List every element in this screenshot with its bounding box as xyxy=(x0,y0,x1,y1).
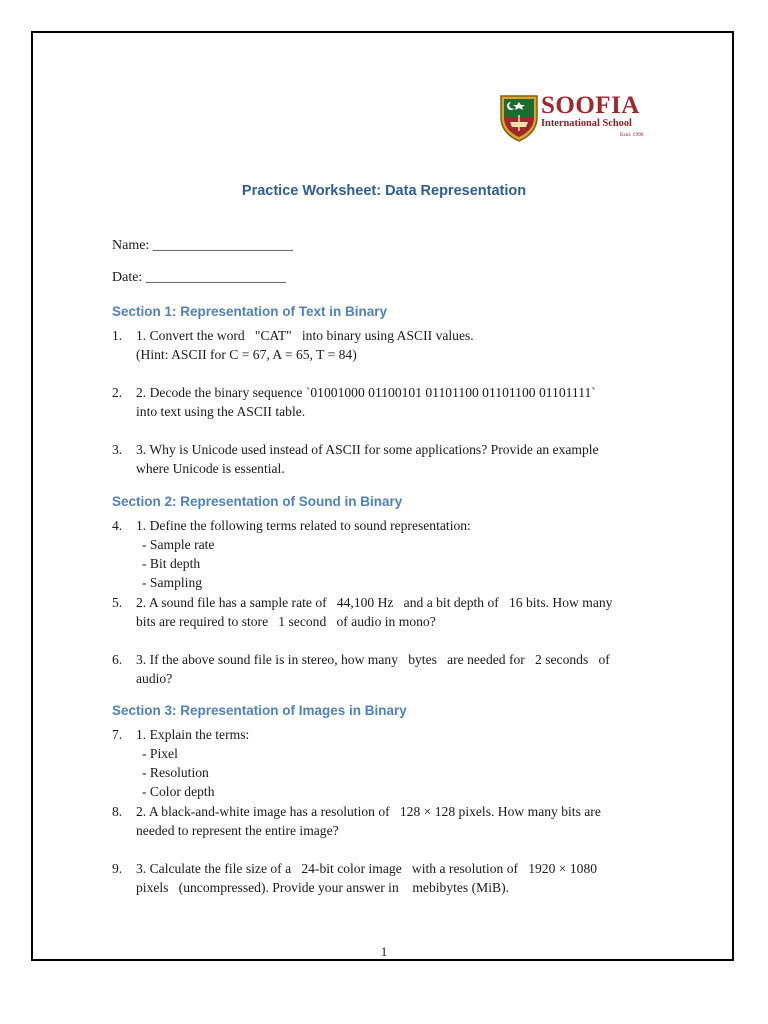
question-text: 3. If the above sound file is in stereo, how many bytes are needed for 2 seconds of xyxy=(136,652,610,667)
school-logo xyxy=(499,93,659,145)
question-number: 6. xyxy=(112,652,123,667)
question xyxy=(112,802,672,840)
question-number: 1. xyxy=(112,328,123,343)
shield-icon xyxy=(499,93,539,143)
question-text: 2. A black-and-white image has a resolution of 128 × 128 pixels. How many bits are xyxy=(136,804,601,819)
question xyxy=(112,650,672,688)
question-number: 4. xyxy=(112,518,123,533)
question-text: 3. Calculate the file size of a 24-bit color image with a resolution of 1920 × 1080 xyxy=(136,861,598,876)
question-text: 2. A sound file has a sample rate of 44,100 Hz and a bit depth of 16 bits. How many xyxy=(136,595,613,610)
question xyxy=(112,859,672,897)
question-text: (Hint: ASCII for C = 67, A = 65, T = 84) xyxy=(136,347,357,362)
school-subtitle: International School xyxy=(541,118,632,129)
school-established: Estd. 1990 xyxy=(620,132,644,138)
school-name: SOOFIA xyxy=(541,92,640,119)
question-text: bits are required to store 1 second of audio in mono? xyxy=(136,614,436,629)
question-text: pixels (uncompressed). Provide your answer in mebibytes (MiB). xyxy=(136,880,510,895)
question-text: 1. Define the following terms related to sound representation: xyxy=(136,518,471,533)
question xyxy=(112,593,672,631)
section-heading: Section 1: Representation of Text in Binary xyxy=(112,304,388,319)
question xyxy=(112,440,672,478)
question-number: 9. xyxy=(112,861,123,876)
question-text: needed to represent the entire image? xyxy=(136,823,339,838)
question-subitem: - Color depth xyxy=(142,784,215,799)
question-text: 1. Explain the terms: xyxy=(136,727,250,742)
question-number: 7. xyxy=(112,727,123,742)
question-text: 3. Why is Unicode used instead of ASCII for some applications? Provide an example xyxy=(136,442,599,457)
question xyxy=(112,326,672,364)
question-number: 2. xyxy=(112,385,123,400)
question xyxy=(112,725,672,801)
question xyxy=(112,383,672,421)
question xyxy=(112,516,672,592)
question-text: where Unicode is essential. xyxy=(136,461,285,476)
question-number: 3. xyxy=(112,442,123,457)
question-text: 1. Convert the word "CAT" into binary using ASCII values. xyxy=(136,328,474,343)
question-subitem: - Pixel xyxy=(142,746,178,761)
question-subitem: - Resolution xyxy=(142,765,209,780)
date-field: Date: ____________________ xyxy=(112,270,286,285)
worksheet-title: Practice Worksheet: Data Representation xyxy=(241,183,527,199)
question-number: 5. xyxy=(112,595,123,610)
question-text: 2. Decode the binary sequence `01001000 01100101 01101100 01101100 01101111` xyxy=(136,385,596,400)
question-number: 8. xyxy=(112,804,123,819)
page-number: 1 xyxy=(380,944,388,959)
section-heading: Section 2: Representation of Sound in Binary xyxy=(112,494,403,509)
question-subitem: - Sampling xyxy=(142,575,203,590)
question-text: into text using the ASCII table. xyxy=(136,404,306,419)
question-subitem: - Bit depth xyxy=(142,556,201,571)
question-subitem: - Sample rate xyxy=(142,537,215,552)
name-field: Name: ____________________ xyxy=(112,238,293,253)
question-text: audio? xyxy=(136,671,173,686)
section-heading: Section 3: Representation of Images in Binary xyxy=(112,703,407,718)
